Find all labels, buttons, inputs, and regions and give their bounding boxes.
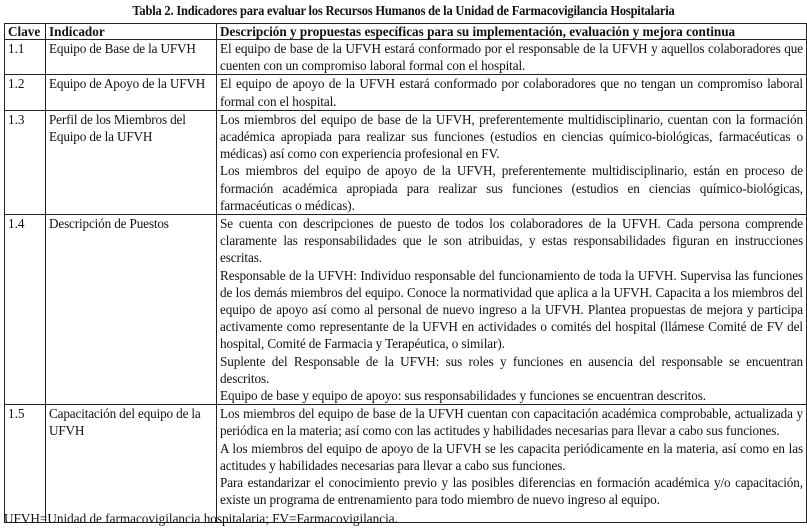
- table-row: [5, 405, 807, 523]
- cell-descripcion: [217, 405, 807, 523]
- header-clave: Clave: [5, 24, 46, 40]
- cell-clave: 1.2: [5, 75, 46, 110]
- cell-clave: 1.1: [5, 40, 46, 75]
- description-paragraph: Los miembros del equipo de base de la UFVH, preferentemente multidisciplinario, cuentan con la formación académica apropiada para realizar sus funciones (estudios en ciencias químico-biológicas, farmacéuticas o médicas) así como con experiencia profesional en FV.: [220, 111, 803, 162]
- cell-descripcion: [217, 215, 807, 405]
- description-paragraph: Responsable de la UFVH: Individuo responsable del funcionamiento de toda la UFVH. Supervisa las funciones de los demás miembros del equipo. Conoce la normatividad que aplica a la UFVH. Capacita a los miembros del equipo de apoyo así como al personal de nuevo ingreso a la UFVH. Plantea propuestas de mejora y participa activamente como representante de la UFVH en actividades o comités del hospital (llámese Comité de FV del hospital, Comité de Farmacia y Terapéutica, o similar).: [220, 267, 803, 352]
- cell-descripcion: [217, 110, 807, 214]
- table-row: [5, 110, 807, 214]
- description-paragraph: Los miembros del equipo de base de la UFVH cuentan con capacitación académica comprobable, actualizada y periódica en la materia; así como con las actitudes y habilidades necesarias para llevar a cabo sus funciones.: [220, 406, 803, 439]
- table-row: [5, 75, 807, 110]
- cell-clave: 1.5: [5, 405, 46, 523]
- footnote: UFVH=Unidad de farmacovigilancia hospitalaria; FV=Farmacovigilancia.: [4, 511, 398, 526]
- description-paragraph: Los miembros del equipo de apoyo de la UFVH, preferentemente multidisciplinario, están en proceso de formación académica apropiada para realizar sus funciones (estudios en ciencias químico-biológicas, farmacéuticas o médicas).: [220, 163, 803, 213]
- description-paragraph: El equipo de base de la UFVH estará conformado por el responsable de la UFVH y aquellos colaboradores que cuenten con un compromiso laboral formal con el hospital.: [220, 41, 803, 74]
- description-paragraph: Se cuenta con descripciones de puesto de todos los colaboradores de la UFVH. Cada persona comprende claramente las responsabilidades que le son atribuidas, y estas responsabilidades figuran en instrucciones escritas.: [220, 216, 803, 266]
- table-row: [5, 40, 807, 75]
- description-paragraph: El equipo de apoyo de la UFVH estará conformado por colaboradores que no tengan un compromiso laboral formal con el hospital.: [220, 76, 803, 109]
- cell-indicador: Equipo de Apoyo de la UFVH: [46, 75, 217, 110]
- cell-descripcion: [217, 40, 807, 75]
- description-paragraph: A los miembros del equipo de apoyo de la UFVH se les capacita periódicamente en la materia, así como en las actitudes y habilidades necesarias para llevar a cabo sus funciones.: [220, 440, 803, 473]
- table-title: Tabla 2. Indicadores para evaluar los Recursos Humanos de la Unidad de Farmacovigilancia Hospitalaria: [132, 3, 675, 18]
- cell-indicador: Equipo de Base de la UFVH: [46, 40, 217, 75]
- table-header-row: [5, 24, 807, 40]
- cell-clave: 1.4: [5, 215, 46, 405]
- header-indicador: Indicador: [46, 24, 217, 40]
- cell-indicador: Capacitación del equipo de la UFVH: [46, 405, 217, 523]
- table-row: [5, 215, 807, 405]
- description-paragraph: Suplente del Responsable de la UFVH: sus roles y funciones en ausencia del responsable se encuentran descritos.: [220, 353, 803, 386]
- description-paragraph: Equipo de base y equipo de apoyo: sus responsabilidades y funciones se encuentran descritos.: [220, 388, 706, 404]
- cell-clave: 1.3: [5, 110, 46, 214]
- cell-indicador: Descripción de Puestos: [46, 215, 217, 405]
- description-paragraph: Para estandarizar el conocimiento previo y las posibles diferencias en formación académica y/o capacitación, existe un programa de entrenamiento para todo miembro de nuevo ingreso al equipo.: [220, 475, 803, 508]
- header-descripcion: Descripción y propuestas específicas para su implementación, evaluación y mejora continua: [217, 24, 807, 40]
- indicators-table: [4, 23, 807, 523]
- cell-indicador: Perfil de los Miembros del Equipo de la UFVH: [46, 110, 217, 214]
- cell-descripcion: [217, 75, 807, 110]
